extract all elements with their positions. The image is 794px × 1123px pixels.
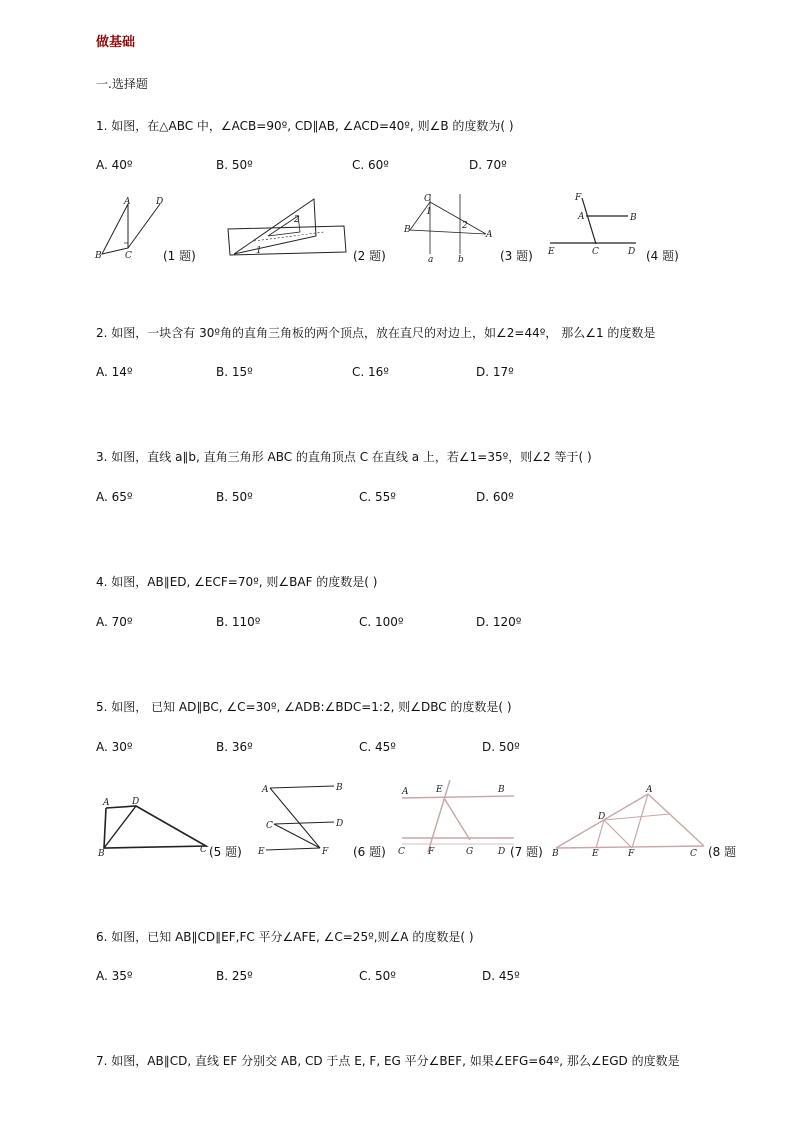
fig8-label-c: C: [690, 849, 697, 859]
fig3-label-1: 1: [426, 207, 432, 217]
fig3-label-c: C: [424, 194, 431, 204]
fig3-label-line-b: b: [458, 255, 464, 265]
fig2-label-2: 2: [294, 215, 300, 225]
figure-4: [544, 188, 648, 264]
q5-option-d: D. 50º: [482, 740, 520, 754]
fig2-label-1: 1: [256, 246, 262, 256]
fig8-label-f: F: [628, 849, 635, 859]
fig7-label-e: E: [436, 785, 443, 795]
figure-3: [404, 192, 496, 266]
fig4-label-f: F: [575, 193, 582, 203]
fig7-label-a: A: [402, 787, 409, 797]
question-4: 4. 如图，AB∥ED, ∠ECF=70º, 则∠BAF 的度数是( ): [96, 575, 378, 589]
fig8-label-d: D: [598, 812, 606, 822]
fig1-label-c: C: [125, 251, 132, 261]
fig3-label-a: A: [486, 230, 493, 240]
q6-option-d: D. 45º: [482, 969, 520, 983]
q4-option-b: B. 110º: [216, 615, 261, 629]
question-6: 6. 如图，已知 AB∥CD∥EF,FC 平分∠AFE, ∠C=25º,则∠A 的度数是( ): [96, 930, 474, 944]
fig8-label-b: B: [552, 849, 559, 859]
q2-option-b: B. 15º: [216, 365, 253, 379]
figure-8: [552, 786, 708, 858]
fig5-label-d: D: [132, 797, 140, 807]
section-heading: 一.选择题: [96, 77, 148, 91]
section-title: 做基础: [96, 35, 136, 50]
caption-fig-5: (5 题): [209, 845, 242, 859]
fig3-label-line-a: a: [428, 255, 434, 265]
q6-option-c: C. 50º: [359, 969, 396, 983]
q1-option-d: D. 70º: [469, 158, 507, 172]
q3-option-d: D. 60º: [476, 490, 514, 504]
caption-fig-3: (3 题): [500, 249, 533, 263]
fig3-label-2: 2: [462, 221, 468, 231]
figure-1: [92, 196, 172, 266]
q2-option-d: D. 17º: [476, 365, 514, 379]
q5-option-a: A. 30º: [96, 740, 133, 754]
fig7-label-f: F: [428, 847, 435, 857]
question-1: 1. 如图，在△ABC 中，∠ACB=90º, CD∥AB, ∠ACD=40º, 则∠B 的度数为( ): [96, 119, 514, 133]
question-2: 2. 如图，一块含有 30º角的直角三角板的两个顶点，放在直尺的对边上，如∠2=44º， 那么∠1 的度数是: [96, 326, 656, 340]
fig6-label-a: A: [262, 785, 269, 795]
caption-fig-8: (8 题: [708, 845, 737, 859]
q4-option-d: D. 120º: [476, 615, 522, 629]
fig8-label-a: A: [646, 785, 653, 795]
fig6-label-f: F: [322, 847, 329, 857]
fig3-label-b: B: [404, 225, 411, 235]
figure-2: [224, 196, 350, 260]
q4-option-a: A. 70º: [96, 615, 133, 629]
question-3: 3. 如图，直线 a∥b, 直角三角形 ABC 的直角顶点 C 在直线 a 上，若∠1=35º，则∠2 等于( ): [96, 450, 592, 464]
fig6-label-c: C: [266, 821, 273, 831]
fig4-label-a: A: [578, 212, 585, 222]
caption-fig-2: (2 题): [353, 249, 386, 263]
caption-fig-7: (7 题): [510, 845, 543, 859]
fig7-label-c: C: [398, 847, 405, 857]
figure-6: [258, 776, 354, 858]
q3-option-b: B. 50º: [216, 490, 253, 504]
fig7-label-d: D: [498, 847, 506, 857]
question-7: 7. 如图，AB∥CD, 直线 EF 分别交 AB, CD 于点 E, F, EG 平分∠BEF, 如果∠EFG=64º, 那么∠EGD 的度数是: [96, 1054, 680, 1068]
fig5-label-b: B: [98, 849, 105, 859]
q2-option-a: A. 14º: [96, 365, 133, 379]
q1-option-b: B. 50º: [216, 158, 253, 172]
fig4-label-b: B: [630, 213, 637, 223]
fig6-label-b: B: [336, 783, 343, 793]
fig5-label-a: A: [103, 798, 110, 808]
fig1-label-b: B: [95, 251, 102, 261]
q6-option-b: B. 25º: [216, 969, 253, 983]
fig4-label-c: C: [592, 247, 599, 257]
fig6-label-e: E: [258, 847, 265, 857]
q1-option-a: A. 40º: [96, 158, 133, 172]
q4-option-c: C. 100º: [359, 615, 404, 629]
caption-fig-6: (6 题): [353, 845, 386, 859]
fig8-label-e: E: [592, 849, 599, 859]
q2-option-c: C. 16º: [352, 365, 389, 379]
fig7-label-g: G: [466, 847, 474, 857]
caption-fig-4: (4 题): [646, 249, 679, 263]
q5-option-c: C. 45º: [359, 740, 396, 754]
fig1-label-d: D: [156, 197, 164, 207]
fig7-label-b: B: [498, 785, 505, 795]
caption-fig-1: (1 题): [163, 249, 196, 263]
q1-option-c: C. 60º: [352, 158, 389, 172]
fig5-label-c: C: [200, 845, 207, 855]
question-5: 5. 如图， 已知 AD∥BC, ∠C=30º, ∠ADB:∠BDC=1:2, 则∠DBC 的度数是( ): [96, 700, 512, 714]
fig4-label-d: D: [628, 247, 636, 257]
q5-option-b: B. 36º: [216, 740, 253, 754]
figure-7: [398, 778, 516, 858]
q3-option-a: A. 65º: [96, 490, 133, 504]
figure-5: [96, 798, 212, 858]
q3-option-c: C. 55º: [359, 490, 396, 504]
fig1-label-a: A: [124, 197, 131, 207]
fig4-label-e: E: [548, 247, 555, 257]
fig6-label-d: D: [336, 819, 344, 829]
q6-option-a: A. 35º: [96, 969, 133, 983]
